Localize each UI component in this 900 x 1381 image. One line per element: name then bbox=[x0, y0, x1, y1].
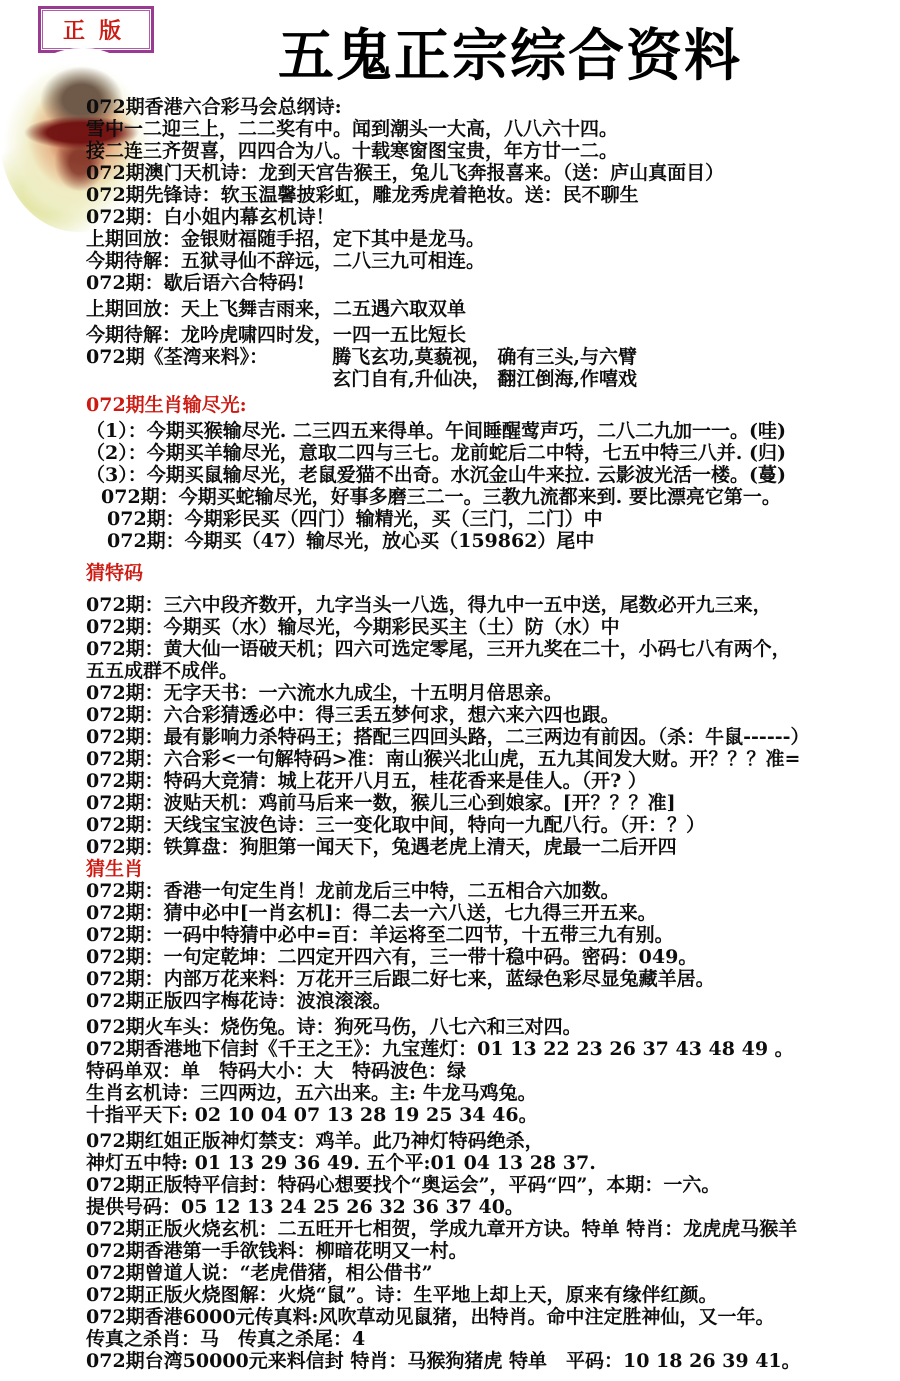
text-line: 072期：今期彩民买（四门）输精光，买（三门，二门）中 bbox=[107, 508, 603, 530]
quanwan-label: 072期《荃湾来料》： bbox=[86, 346, 269, 368]
text-line: 上期回放：金银财福随手招，定下其中是龙马。 bbox=[86, 228, 486, 250]
text-line: 生肖玄机诗：三四两边，五六出来。主: 牛龙马鸡兔。 bbox=[86, 1082, 537, 1104]
text-line: 提供号码：05 12 13 24 25 26 32 36 37 40。 bbox=[86, 1196, 524, 1218]
text-line: 072期：无字天书：一六流水九成尘，十五明月倍思亲。 bbox=[86, 682, 563, 704]
text-line: 雪中一二迎三上，二二奖有中。闻到潮头一大高，八八六十四。 bbox=[86, 118, 619, 140]
text-line: 072期火车头：烧伤兔。诗：狗死马伤，八七六和三对四。 bbox=[86, 1016, 582, 1038]
text-line: 072期：波贴天机：鸡前马后来一数，猴儿三心到娘家。[开？？？准] bbox=[86, 792, 676, 814]
text-line: （2）：今期买羊输尽光，意取二四与三七。龙前蛇后二中特，七五中特三八并. (归) bbox=[86, 442, 786, 464]
text-line: 072期：一码中特猜中必中=百：羊运将至二四节，十五带三九有别。 bbox=[86, 924, 674, 946]
text-line: 072期：特码大竞猜：城上花开八月五，桂花香来是佳人。（开? ） bbox=[86, 770, 647, 792]
authenticity-badge-label: 正版 bbox=[63, 18, 136, 44]
quanwan-line: 腾飞玄功,莫藐视， 确有三头,与六臂 bbox=[332, 346, 638, 368]
text-line: 072期：内部万花来料：万花开三后跟二好七来，蓝绿色彩尽显兔藏羊居。 bbox=[86, 968, 715, 990]
text-line: 072期：最有影响力杀特码王；搭配三四回头路，二三两边有前因。（杀：牛鼠------） bbox=[86, 726, 810, 748]
text-line: 072期香港地下信封《千王之王》：九宝莲灯：01 13 22 23 26 37 43 48 49 。 bbox=[86, 1038, 794, 1060]
text-line: 传真之杀肖：马 传真之杀尾：4 bbox=[86, 1328, 366, 1350]
text-line: 072期：今期买（47）输尽光，放心买（159862）尾中 bbox=[107, 530, 595, 552]
text-line: 072期：黄大仙一语破天机；四六可选定零尾，三开九奖在二十，小码七八有两个， bbox=[86, 638, 791, 660]
section-heading: 猜特码 bbox=[86, 562, 144, 584]
text-line: 072期：铁算盘：狗胆第一闻天下，兔遇老虎上清天，虎最一二后开四 bbox=[86, 836, 677, 858]
text-line: 072期正版火烧玄机：二五旺开七相贺，学成九章开方诀。特单 特肖：龙虎虎马猴羊 bbox=[86, 1218, 798, 1240]
authenticity-badge bbox=[38, 6, 154, 53]
text-line: 今期待解：龙吟虎啸四时发，一四一五比短长 bbox=[86, 324, 467, 346]
text-line: 072期曾道人说：“老虎借猪，相公借书” bbox=[86, 1262, 433, 1284]
text-line: 接二连三齐贺喜，四四合为八。十载寒窗图宝贵，年方廿一二。 bbox=[86, 140, 619, 162]
text-line: （3）：今期买鼠输尽光，老鼠爱猫不出奇。水沉金山牛来拉. 云影波光活一楼。(蔓) bbox=[86, 464, 786, 486]
text-line: 072期香港6000元传真料:风吹草动见鼠猪，出特肖。命中注定胜神仙，又一年。 bbox=[86, 1306, 775, 1328]
text-line: 072期：歇后语六合特码! bbox=[86, 272, 306, 294]
text-line: 十指平天下: 02 10 04 07 13 28 19 25 34 46。 bbox=[86, 1104, 538, 1126]
section-heading: 猜生肖 bbox=[86, 858, 144, 880]
text-line: 072期香港第一手欲钱料：柳暗花明又一村。 bbox=[86, 1240, 468, 1262]
text-line: （1）：今期买猴输尽光. 二三四五来得单。午间睡醒莺声巧，二八二九加一一。(哇) bbox=[86, 420, 786, 442]
text-line: 特码单双：单 特码大小：大 特码波色：绿 bbox=[86, 1060, 467, 1082]
quanwan-line: 玄门自有,升仙决， 翻江倒海,作嘻戏 bbox=[332, 368, 638, 390]
text-line: 072期正版四字梅花诗：波浪滚滚。 bbox=[86, 990, 392, 1012]
text-line: 072期：白小姐内幕玄机诗！ bbox=[86, 206, 335, 228]
text-line: 072期正版特平信封：特码心想要找个“奥运会”，平码“四”，本期：一六。 bbox=[86, 1174, 721, 1196]
text-line: 072期：六合彩猜透必中：得三丢五梦何求，想六来六四也跟。 bbox=[86, 704, 620, 726]
text-line: 神灯五中特: 01 13 29 36 49. 五个平:01 04 13 28 37. bbox=[86, 1152, 596, 1174]
text-line: 072期：香港一句定生肖！龙前龙后三中特，二五相合六加数。 bbox=[86, 880, 620, 902]
text-line: 072期正版火烧图解：火烧“鼠”。诗：生平地上却上天，原来有缘伴红颜。 bbox=[86, 1284, 718, 1306]
text-line: 072期先锋诗：软玉温馨披彩虹，雕龙秀虎着艳妆。送：民不聊生 bbox=[86, 184, 639, 206]
text-line: 072期：今期买蛇输尽光，好事多磨三二一。三教九流都来到. 要比漂亮它第一。 bbox=[101, 486, 781, 508]
section-heading: 072期生肖输尽光: bbox=[86, 394, 247, 416]
text-line: 五五成群不成伴。 bbox=[86, 660, 239, 682]
text-line: 上期回放：天上飞舞吉雨来，二五遇六取双单 bbox=[86, 298, 467, 320]
authenticity-badge-frame bbox=[42, 10, 150, 49]
text-line: 072期：一句定乾坤：二四定开四六有，三一带十稳中码。密码：049。 bbox=[86, 946, 698, 968]
text-line bbox=[86, 346, 898, 390]
content-lines bbox=[86, 96, 898, 1372]
page-title: 五鬼正宗综合资料 bbox=[278, 23, 742, 89]
text-line: 072期：今期买（水）输尽光，今期彩民买主（土）防（水）中 bbox=[86, 616, 620, 638]
text-line: 072期：三六中段齐数开，九字当头一八选，得九中一五中送，尾数必开九三来， bbox=[86, 594, 772, 616]
text-line: 今期待解：五狱寻仙不辞远，二八三九可相连。 bbox=[86, 250, 486, 272]
text-line: 072期红姐正版神灯禁支：鸡羊。此乃神灯特码绝杀， bbox=[86, 1130, 544, 1152]
text-line: 072期：六合彩<一句解特码>准：南山猴兴北山虎，五九其间发大财。开？？？准= bbox=[86, 748, 801, 770]
text-line: 072期澳门天机诗：龙到天宫告猴王，兔儿飞奔报喜来。（送：庐山真面目） bbox=[86, 162, 725, 184]
text-line: 072期台湾50000元来料信封 特肖：马猴狗猪虎 特单 平码：10 18 26 39 41。 bbox=[86, 1350, 801, 1372]
text-line: 072期香港六合彩马会总纲诗: bbox=[86, 96, 342, 118]
text-line: 072期：天线宝宝波色诗：三一变化取中间，特向一九配八行。（开：？） bbox=[86, 814, 706, 836]
text-line: 072期：猜中必中[一肖玄机]：得二去一六八送，七九得三开五来。 bbox=[86, 902, 657, 924]
